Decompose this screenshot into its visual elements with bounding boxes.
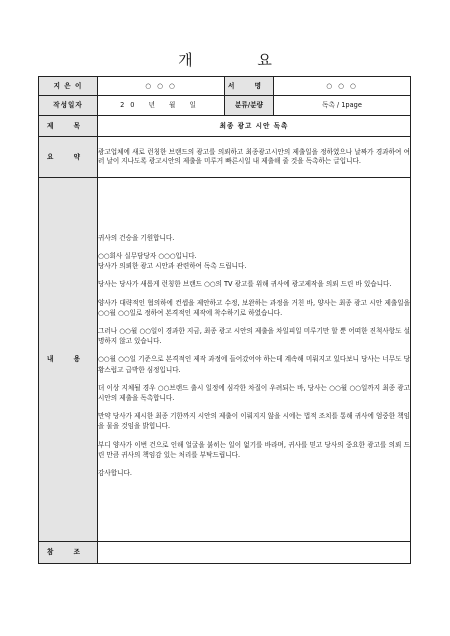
row-content bbox=[39, 178, 411, 542]
date-label: 작성일자 bbox=[39, 96, 98, 116]
writer-label: 지 은 이 bbox=[39, 77, 98, 96]
row-writer bbox=[39, 77, 411, 96]
reference-label: 참 조 bbox=[39, 542, 98, 564]
content-paragraph: 양사가 대략적인 협의하에 컨셉을 제안하고 수정, 보완하는 과정을 거친 바, 양사는 최종 광고 시안 제출일을 ○○월 ○○일로 정하여 본격적인 제작에 착수하기로 하였습니다. bbox=[98, 298, 410, 317]
content-paragraph: 감사합니다. bbox=[98, 469, 132, 478]
content-paragraph: ○○월 ○○일 기준으로 본격적인 제작 과정에 들어갔어야 하는데 계속해 미뤄지고 있다보니 당사는 너무도 당황스럽고 급박한 심정입니다. bbox=[98, 355, 410, 374]
signature-value: ○ ○ ○ bbox=[274, 77, 411, 96]
writer-value: ○ ○ ○ bbox=[98, 77, 225, 96]
content-body bbox=[98, 178, 411, 542]
content-paragraph: 만약 당사가 제시한 최종 기한까지 시안의 제출이 이뤄지지 않을 시에는 법적 조치를 통해 귀사에 엄중한 책임을 물을 것임을 밝힙니다. bbox=[98, 412, 410, 431]
subject-label: 제 목 bbox=[39, 116, 98, 137]
content-label: 내 용 bbox=[39, 178, 98, 542]
row-reference bbox=[39, 542, 411, 564]
summary-text: 광고업체에 새로 런칭한 브랜드의 광고를 의뢰하고 최종광고시안의 제출일을 정하였으나 날짜가 경과하여 여러 날이 지나도록 광고시안의 제출을 미루거 빠른시일 내 제출해 줄 것을 독촉하는 글입니다. bbox=[98, 137, 411, 178]
signature-label: 서 명 bbox=[225, 77, 274, 96]
content-paragraph: 그러나 ○○월 ○○일이 경과한 지금, 최종 광고 시안의 제출을 차일피일 미루기만 할 뿐 어떠한 진척사항도 설명하지 않고 있습니다. bbox=[98, 326, 410, 346]
content-paragraph: 당사는 당사가 새롭게 런칭한 브랜드 ○○의 TV 광고를 위해 귀사에 광고제작을 의뢰 드린 바 있습니다. bbox=[98, 280, 392, 289]
content-paragraph: ○○회사 실무담당자 ○○○입니다. 당사가 의뢰한 광고 시안과 관련하여 독촉 드립니다. bbox=[98, 251, 247, 271]
summary-label: 요 약 bbox=[39, 137, 98, 178]
content-paragraph: 귀사의 건승을 기원합니다. bbox=[98, 233, 175, 242]
date-value: 20 년 월 일 bbox=[98, 96, 225, 116]
content-paragraph: 부디 양사가 이번 건으로 인해 얼굴을 붉히는 일이 없기를 바라며, 귀사를 믿고 당사의 중요한 광고를 의뢰 드린 만큼 귀사의 책임감 있는 처리를 부탁드립니다. bbox=[98, 440, 410, 459]
subject-value: 최종 광고 시안 독촉 bbox=[98, 116, 411, 137]
document-title: 개 요 bbox=[178, 51, 302, 69]
content-paragraph: 더 이상 지체될 경우 ○○브랜드 출시 일정에 심각한 차질이 우려되는 바, 당사는 ○○월 ○○일까지 최종 광고 시안의 제출을 독촉합니다. bbox=[98, 383, 410, 403]
category-label: 분류/분량 bbox=[225, 96, 274, 116]
row-subject bbox=[39, 116, 411, 137]
row-date bbox=[39, 96, 411, 116]
summary-form-table bbox=[38, 76, 411, 564]
row-summary bbox=[39, 137, 411, 178]
reference-value bbox=[98, 542, 411, 564]
category-value: 독촉 / 1page bbox=[274, 96, 411, 116]
